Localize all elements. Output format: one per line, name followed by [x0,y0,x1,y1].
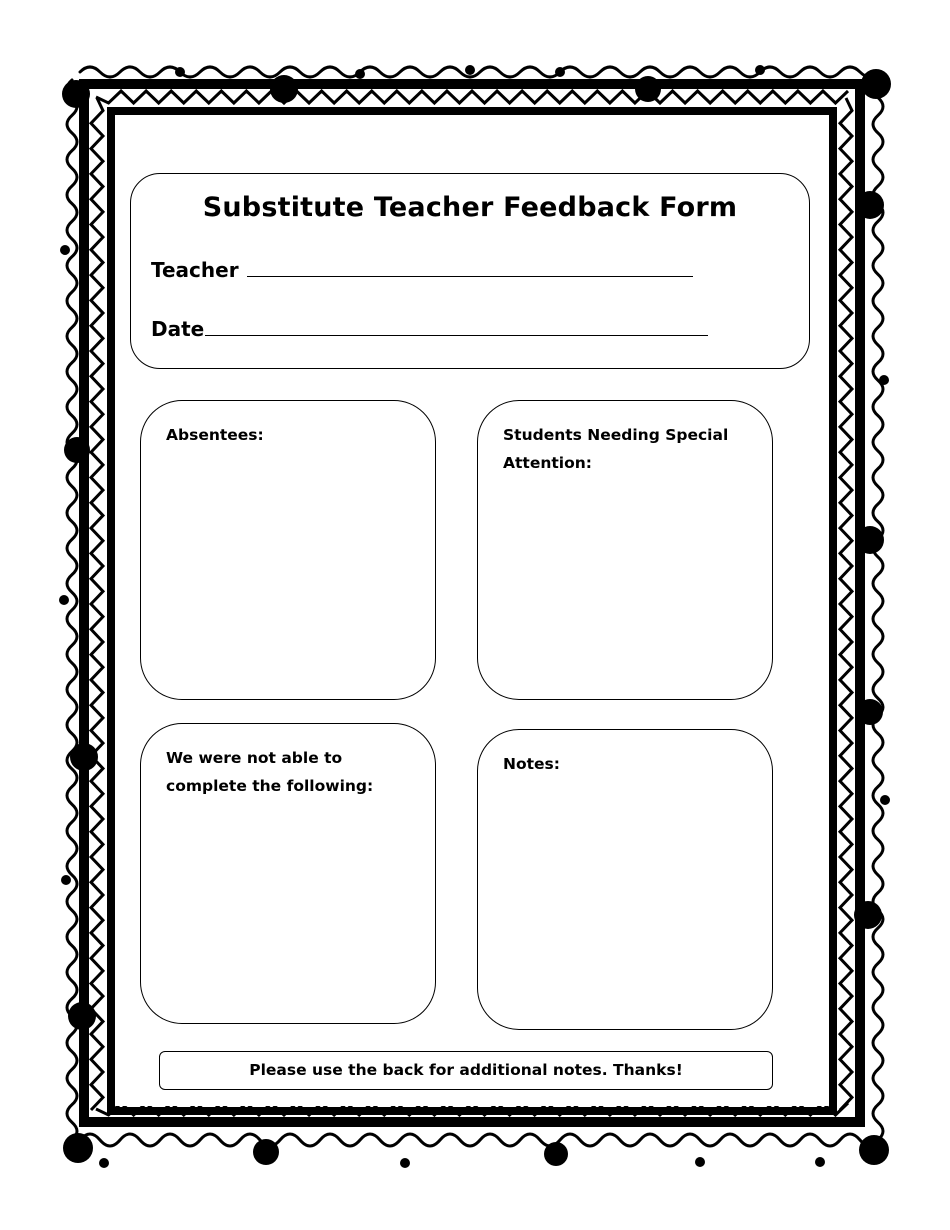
border-squiggle [67,80,77,1140]
border-dot [856,526,884,554]
border-dot [755,65,765,75]
special-attention-panel[interactable] [477,400,773,700]
teacher-label: Teacher [151,258,239,282]
border-dot [856,191,884,219]
teacher-field [151,258,693,282]
border-dot [857,699,883,725]
border-dot [854,901,882,929]
date-write-line[interactable] [205,317,708,336]
border-dot [695,1157,705,1167]
footer-note [159,1051,773,1090]
border-dot [175,67,185,77]
border-dot [879,375,889,385]
border-zigzag [840,98,852,1110]
border-dot [861,69,891,99]
incomplete-work-panel[interactable] [140,723,436,1024]
border-dot [270,75,298,103]
border-dot [60,245,70,255]
border-squiggle [80,1134,880,1146]
date-label: Date [151,317,205,341]
border-dot [253,1139,279,1165]
border-zigzag [91,98,103,1110]
incomplete-work-label: We were not able to complete the following: [166,749,374,795]
border-squiggle [873,80,883,1140]
border-dot [635,76,661,102]
border-dot [544,1142,568,1166]
border-dot [99,1158,109,1168]
border-dot [64,437,90,463]
footer-message: Please use the back for additional notes. Thanks! [249,1061,683,1079]
notes-panel[interactable] [477,729,773,1030]
header-box [130,173,810,369]
date-field [151,317,708,341]
absentees-panel[interactable] [140,400,436,700]
teacher-write-line[interactable] [247,258,693,277]
border-dot [63,1133,93,1163]
border-dot [880,795,890,805]
border-dot [59,595,69,605]
border-dot [465,65,475,75]
border-dot [62,80,90,108]
border-dot [70,743,98,771]
border-dot [815,1157,825,1167]
special-attention-label: Students Needing Special Attention: [503,426,729,472]
border-dot [400,1158,410,1168]
notes-label: Notes: [503,755,560,773]
border-dot [555,67,565,77]
border-zigzag [96,91,848,103]
border-dot [61,875,71,885]
border-dot [859,1135,889,1165]
absentees-label: Absentees: [166,426,264,444]
form-title: Substitute Teacher Feedback Form [202,192,738,223]
border-dot [68,1002,96,1030]
border-dot [355,69,365,79]
